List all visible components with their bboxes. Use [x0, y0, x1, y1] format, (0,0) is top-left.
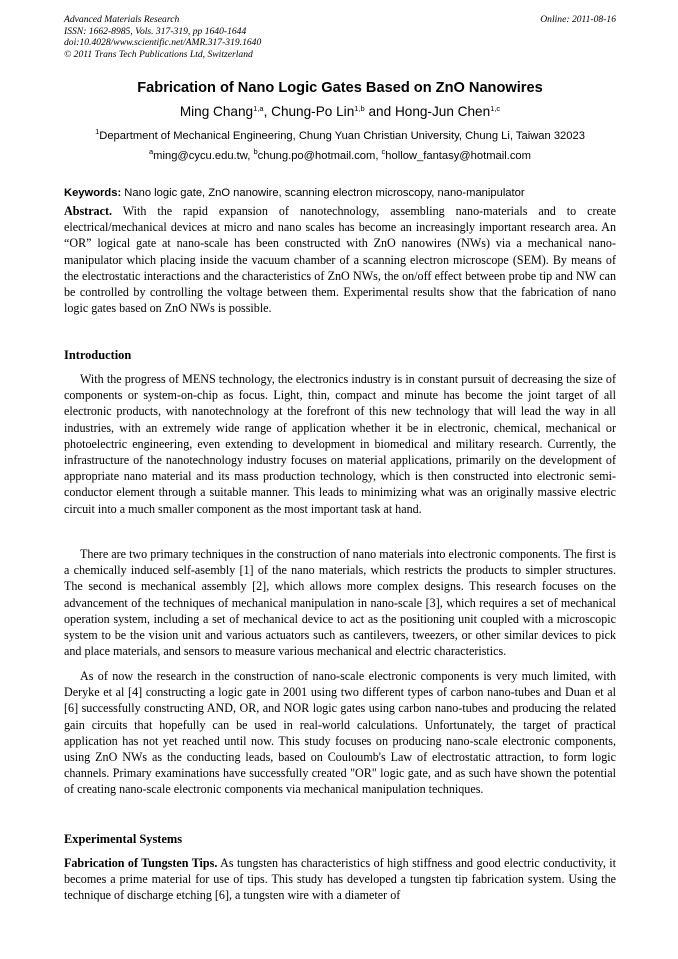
- journal-doi: doi:10.4028/www.scientific.net/AMR.317-319.1640: [64, 37, 262, 49]
- author-name: Ming Chang: [179, 104, 254, 119]
- paper-title: Fabrication of Nano Logic Gates Based on ZnO Nanowires: [137, 80, 543, 96]
- intro-paragraph-2: There are two primary techniques in the construction of nano materials into electronic components. The first is a chemically induced self-asembly [1] of the nano materials, which restricts the products to simpler structures. The second is mechanical assembly [2], which allows more complex designs. This research focuses on the advancement of the techniques of mechanical manipulation in nano-scale [3], which requires a set of mechanical operation system, including a set of mechanical device to act as the positioning unit coupled with a microscopic system to be the vision unit and various actuators such as cantilevers, tweezers, or other similar devices to pick and place materials, and sensors to measure various mechanical and electric characteristics.: [64, 547, 616, 659]
- author-superscript: 1,b: [354, 104, 365, 113]
- journal-issn: ISSN: 1662-8985, Vols. 317-319, pp 1640-1644: [64, 25, 247, 37]
- introduction-heading: Introduction: [64, 348, 132, 362]
- journal-header: [64, 14, 616, 60]
- journal-copyright: © 2011 Trans Tech Publications Ltd, Switzerland: [64, 48, 253, 60]
- intro-paragraph-1: With the progress of MENS technology, the electronics industry is in constant pursuit of decreasing the size of components or system-on-chip as focus. Light, thin, compact and minute has become the joint target of all electronic products, with nanotechnology at the forefront of this new technology that will lead the way in all industries, with an extremely wide range of application whether it be in electronic, chemical, mechanical or photoelectric engineering, even extending to development in biomedical and military research. Currently, the infrastructure of the nanotechnology industry focuses on material applications, primarily on the development of appropriate nano material and its mass production technology, which is then constructed into electronic semi-conductor element through a suitable manner. This leads to minimizing what was an originally massive electric circuit into a much smaller component as the most important task at hand.: [64, 372, 616, 516]
- email-address: ming@cycu.edu.tw,: [153, 150, 254, 162]
- abstract-text: With the rapid expansion of nanotechnology, assembling nano-materials and to create electrical/mechanical devices at micro and nano scales has become an increasingly important research area. An “OR” logical gate at nano-scale has been constructed with ZnO nanowires (NWs) via a mechanical nano-manipulator which placing inside the vacuum chamber of a scanning electron microscope (SEM). By means of the electrostatic interactions and the characteristics of ZnO NWs, the on/off effect between probe tip and NW can be controlled by controlling the voltage between them. Experimental results show that the fabrication of nano logic gates based on ZnO NWs is possible.: [64, 204, 616, 316]
- journal-name: Advanced Materials Research: [64, 14, 180, 25]
- author-separator: ,: [263, 104, 272, 119]
- email-superscript: a: [149, 147, 154, 156]
- affiliation-text: Department of Mechanical Engineering, Chung Yuan Christian University, Chung Li, Taiwan 32023: [99, 130, 585, 142]
- author-list: [64, 104, 616, 119]
- author-superscript: 1,a: [253, 104, 264, 113]
- experimental-paragraph: [64, 855, 616, 904]
- email-superscript: b: [253, 147, 258, 156]
- email-list: [64, 147, 616, 162]
- author-separator: and: [364, 104, 395, 119]
- email-address: chung.po@hotmail.com,: [257, 150, 382, 162]
- author-name: Hong-Jun Chen: [394, 104, 491, 119]
- affiliation-superscript: 1: [95, 127, 100, 136]
- keywords-label: Keywords:: [64, 187, 122, 199]
- abstract: [64, 203, 616, 316]
- keywords: [64, 187, 616, 199]
- experimental-text: As tungsten has characteristics of high stiffness and good electric conductivity, it becomes a prime material for use of tips. This study has developed a tungsten tip fabrication system. Using the technique of discharge etching [6], a tungsten wire with a diameter of: [64, 856, 616, 903]
- intro-paragraph-3: As of now the research in the construction of nano-scale electronic components is very much limited, with Deryke et al [4] constructing a logic gate in 2001 using two different types of carbon nano-tubes and Duan et al [6] successfully constructing AND, OR, and NOR logic gates using carbon nano-tubes and producing the related gain circuits that hopefully can be used in real-world calculations. Unfortunately, the target of practical application has not yet reached until now. This study focuses on producing nano-scale electronic components, using ZnO NWs as the conducting leads, based on Couloumb's Law of electrostatic attraction, to form logic channels. Primary examinations have successfully created "OR" logic gate, and as such have shown the potential of creating nano-scale electronic components via mechanical manipulation techniques.: [64, 669, 616, 797]
- author-superscript: 1,c: [490, 104, 501, 113]
- affiliation: [62, 127, 618, 142]
- keywords-text: Nano logic gate, ZnO nanowire, scanning electron microscopy, nano-manipulator: [121, 187, 525, 199]
- abstract-label: Abstract.: [64, 204, 113, 218]
- online-date: Online: 2011-08-16: [540, 14, 616, 25]
- email-superscript: c: [381, 147, 386, 156]
- experimental-lead: Fabrication of Tungsten Tips.: [64, 856, 218, 870]
- experimental-heading: Experimental Systems: [64, 832, 183, 846]
- email-address: hollow_fantasy@hotmail.com: [385, 150, 531, 162]
- author-name: Chung-Po Lin: [271, 104, 355, 119]
